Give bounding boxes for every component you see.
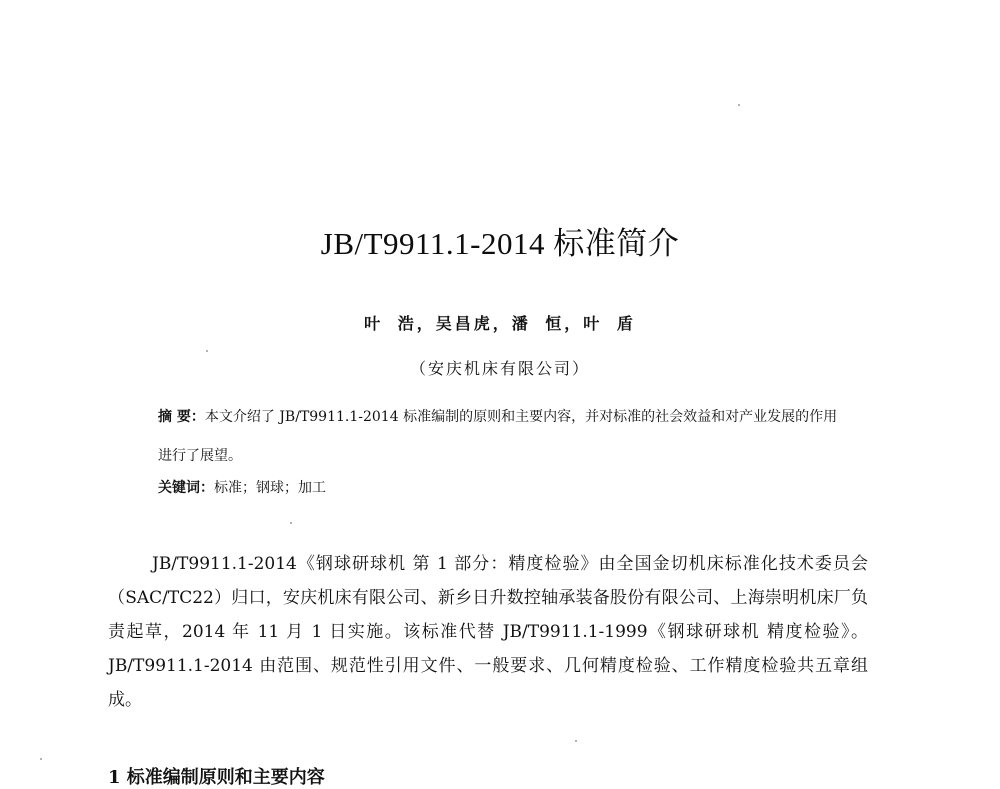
section-heading: 1 标准编制原则和主要内容 bbox=[108, 767, 325, 788]
abstract bbox=[158, 398, 838, 476]
scan-speck bbox=[575, 740, 577, 742]
paper-title: JB/T9911.1-2014 标准简介 bbox=[320, 226, 680, 261]
scan-speck bbox=[40, 758, 42, 760]
scan-speck bbox=[738, 104, 740, 106]
abstract-text: 本文介绍了 JB/T9911.1-2014 标准编制的原则和主要内容，并对标准的社会效益和对产业发展的作用进行了展望。 bbox=[158, 409, 838, 464]
keywords-text: 标准；钢球；加工 bbox=[214, 480, 326, 496]
author-list: 叶 浩，吴昌虎，潘 恒，叶 盾 bbox=[364, 314, 636, 333]
scan-speck bbox=[290, 522, 292, 524]
keywords bbox=[158, 477, 326, 497]
author-affiliation: （安庆机床有限公司） bbox=[409, 359, 590, 378]
scan-speck bbox=[206, 350, 208, 352]
abstract-label: 摘 要： bbox=[158, 409, 205, 425]
body-paragraph: JB/T9911.1-2014《钢球研球机 第 1 部分：精度检验》由全国金切机床标准化技术委员会（SAC/TC22）归口，安庆机床有限公司、新乡日升数控轴承装备股份有限公司、上海崇明机床厂负责起草，2014 年 11 月 1 日实施。该标准代替 JB/T9911.1-1999《钢球研球机 精度检验》。JB/T9911.1-2014 由范围、规范性引用文件、一般要求、几何精度检验、工作精度检验共五章组成。 bbox=[108, 554, 868, 710]
keywords-label: 关键词： bbox=[158, 480, 214, 496]
